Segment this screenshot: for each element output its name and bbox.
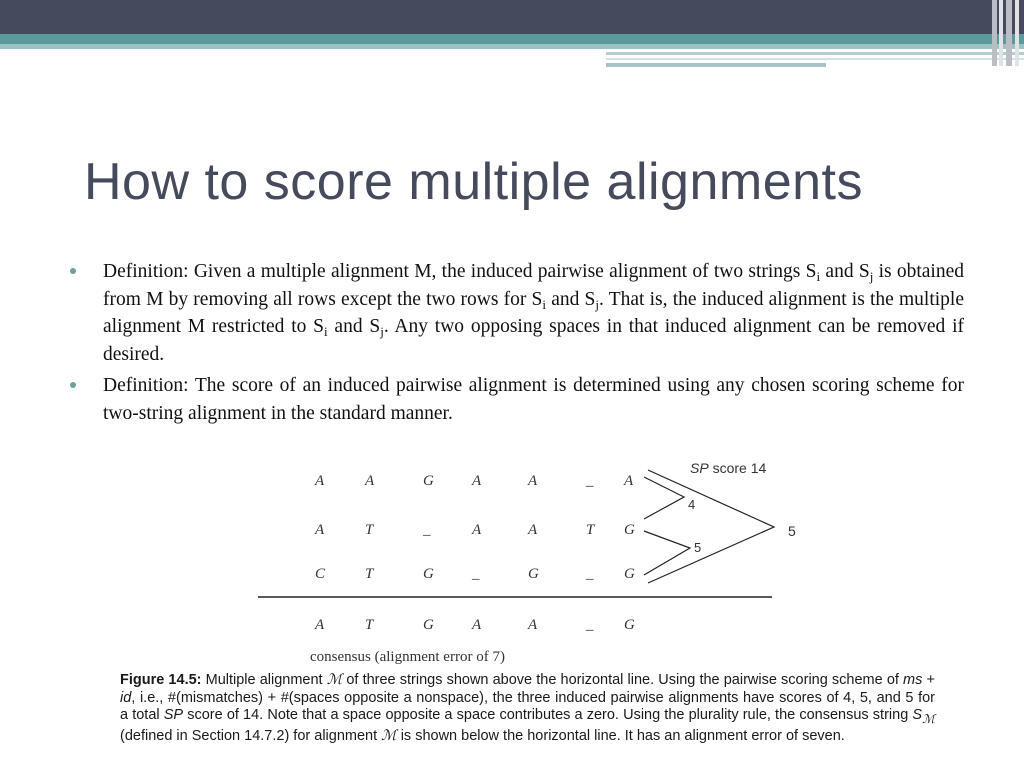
bullet-item-score-definition (70, 372, 964, 427)
bullet-text: Definition: The score of an induced pairwise alignment is determined using any chosen scoring scheme for two-string alignment in the standard manner. (103, 375, 964, 424)
alignment-cell: _ (586, 566, 594, 582)
bullet-icon (70, 268, 76, 274)
consensus-row (314, 617, 635, 633)
alignment-cell: _ (423, 522, 431, 538)
alignment-cell: G (624, 566, 635, 582)
header-accent-bar (992, 0, 997, 66)
score-label-rows-1-2: 4 (688, 497, 696, 512)
alignment-cell: C (315, 566, 326, 582)
slide-title: How to score multiple alignments (84, 153, 863, 211)
header-accent-bar (1015, 0, 1019, 66)
alignment-cell: T (586, 522, 595, 538)
alignment-cell: G (624, 522, 635, 538)
score-brackets (644, 470, 774, 583)
consensus-cell: _ (586, 617, 594, 633)
bullet-text: Definition: Given a multiple alignment M, the induced pairwise alignment of two strings $S_i$ and $S_j$ is obtained from M by removing all rows except the two rows for $S_i$ and $S_j$. That is, the induced alignment is the multiple alignment M restricted to $S_i$ and $S_j$. Any two opposing spaces in that induced alignment can be removed if desired. (103, 261, 965, 365)
header-accent-stripe (606, 63, 826, 67)
bracket-outer (648, 470, 774, 583)
sp-score-label: SP score 14 (690, 460, 767, 476)
alignment-rows (314, 473, 635, 582)
consensus-cell: T (365, 617, 374, 633)
bullet-item-induced-alignment (70, 258, 964, 368)
score-label-rows-2-3: 5 (694, 540, 702, 555)
consensus-cell: G (624, 617, 635, 633)
header-teal-highlight (0, 44, 1024, 49)
alignment-cell: A (472, 522, 482, 538)
header-accent-stripe (606, 52, 1024, 55)
bullet-list (70, 258, 964, 431)
figure-caption: Figure 14.5: Multiple alignment ℳ of three strings shown above the horizontal line. Using the pairwise scoring scheme of ms + id, i.e., #(mismatches) + #(spaces opposite a nonspace), the three induced pairwise alignments have scores of 4, 5, and 5 for a total SP score of 14. Note that a space opposite a space contributes a zero. Using the plurality rule, the consensus string $S_ℳ$ (defined in Section 14.7.2) for alignment ℳ is shown below the horizontal line. It has an alignment error of seven. (120, 672, 935, 745)
alignment-cell: A (365, 473, 375, 489)
alignment-cell: A (315, 522, 325, 538)
header-accent-bar (999, 0, 1003, 66)
consensus-cell: A (315, 617, 325, 633)
header-accent-stripe (606, 58, 1024, 60)
alignment-cell: G (423, 473, 434, 489)
alignment-cell: G (423, 566, 434, 582)
alignment-cell: A (472, 473, 482, 489)
alignment-cell: A (528, 473, 538, 489)
alignment-cell: _ (586, 473, 594, 489)
consensus-cell: A (528, 617, 538, 633)
consensus-label: consensus (alignment error of 7) (310, 649, 505, 665)
bullet-icon (70, 382, 76, 388)
alignment-cell: A (624, 473, 634, 489)
alignment-cell: T (365, 522, 374, 538)
alignment-cell: A (528, 522, 538, 538)
bracket-rows-2-3 (644, 531, 690, 575)
alignment-cell: A (315, 473, 325, 489)
header-accent-bar (1006, 0, 1012, 66)
header-bar (0, 0, 1024, 34)
score-label-total: 5 (788, 523, 796, 539)
alignment-cell: G (528, 566, 539, 582)
alignment-cell: T (365, 566, 374, 582)
caption-figure-label: Figure 14.5: (120, 672, 202, 688)
alignment-cell: _ (472, 566, 480, 582)
consensus-cell: A (472, 617, 482, 633)
consensus-cell: G (423, 617, 434, 633)
